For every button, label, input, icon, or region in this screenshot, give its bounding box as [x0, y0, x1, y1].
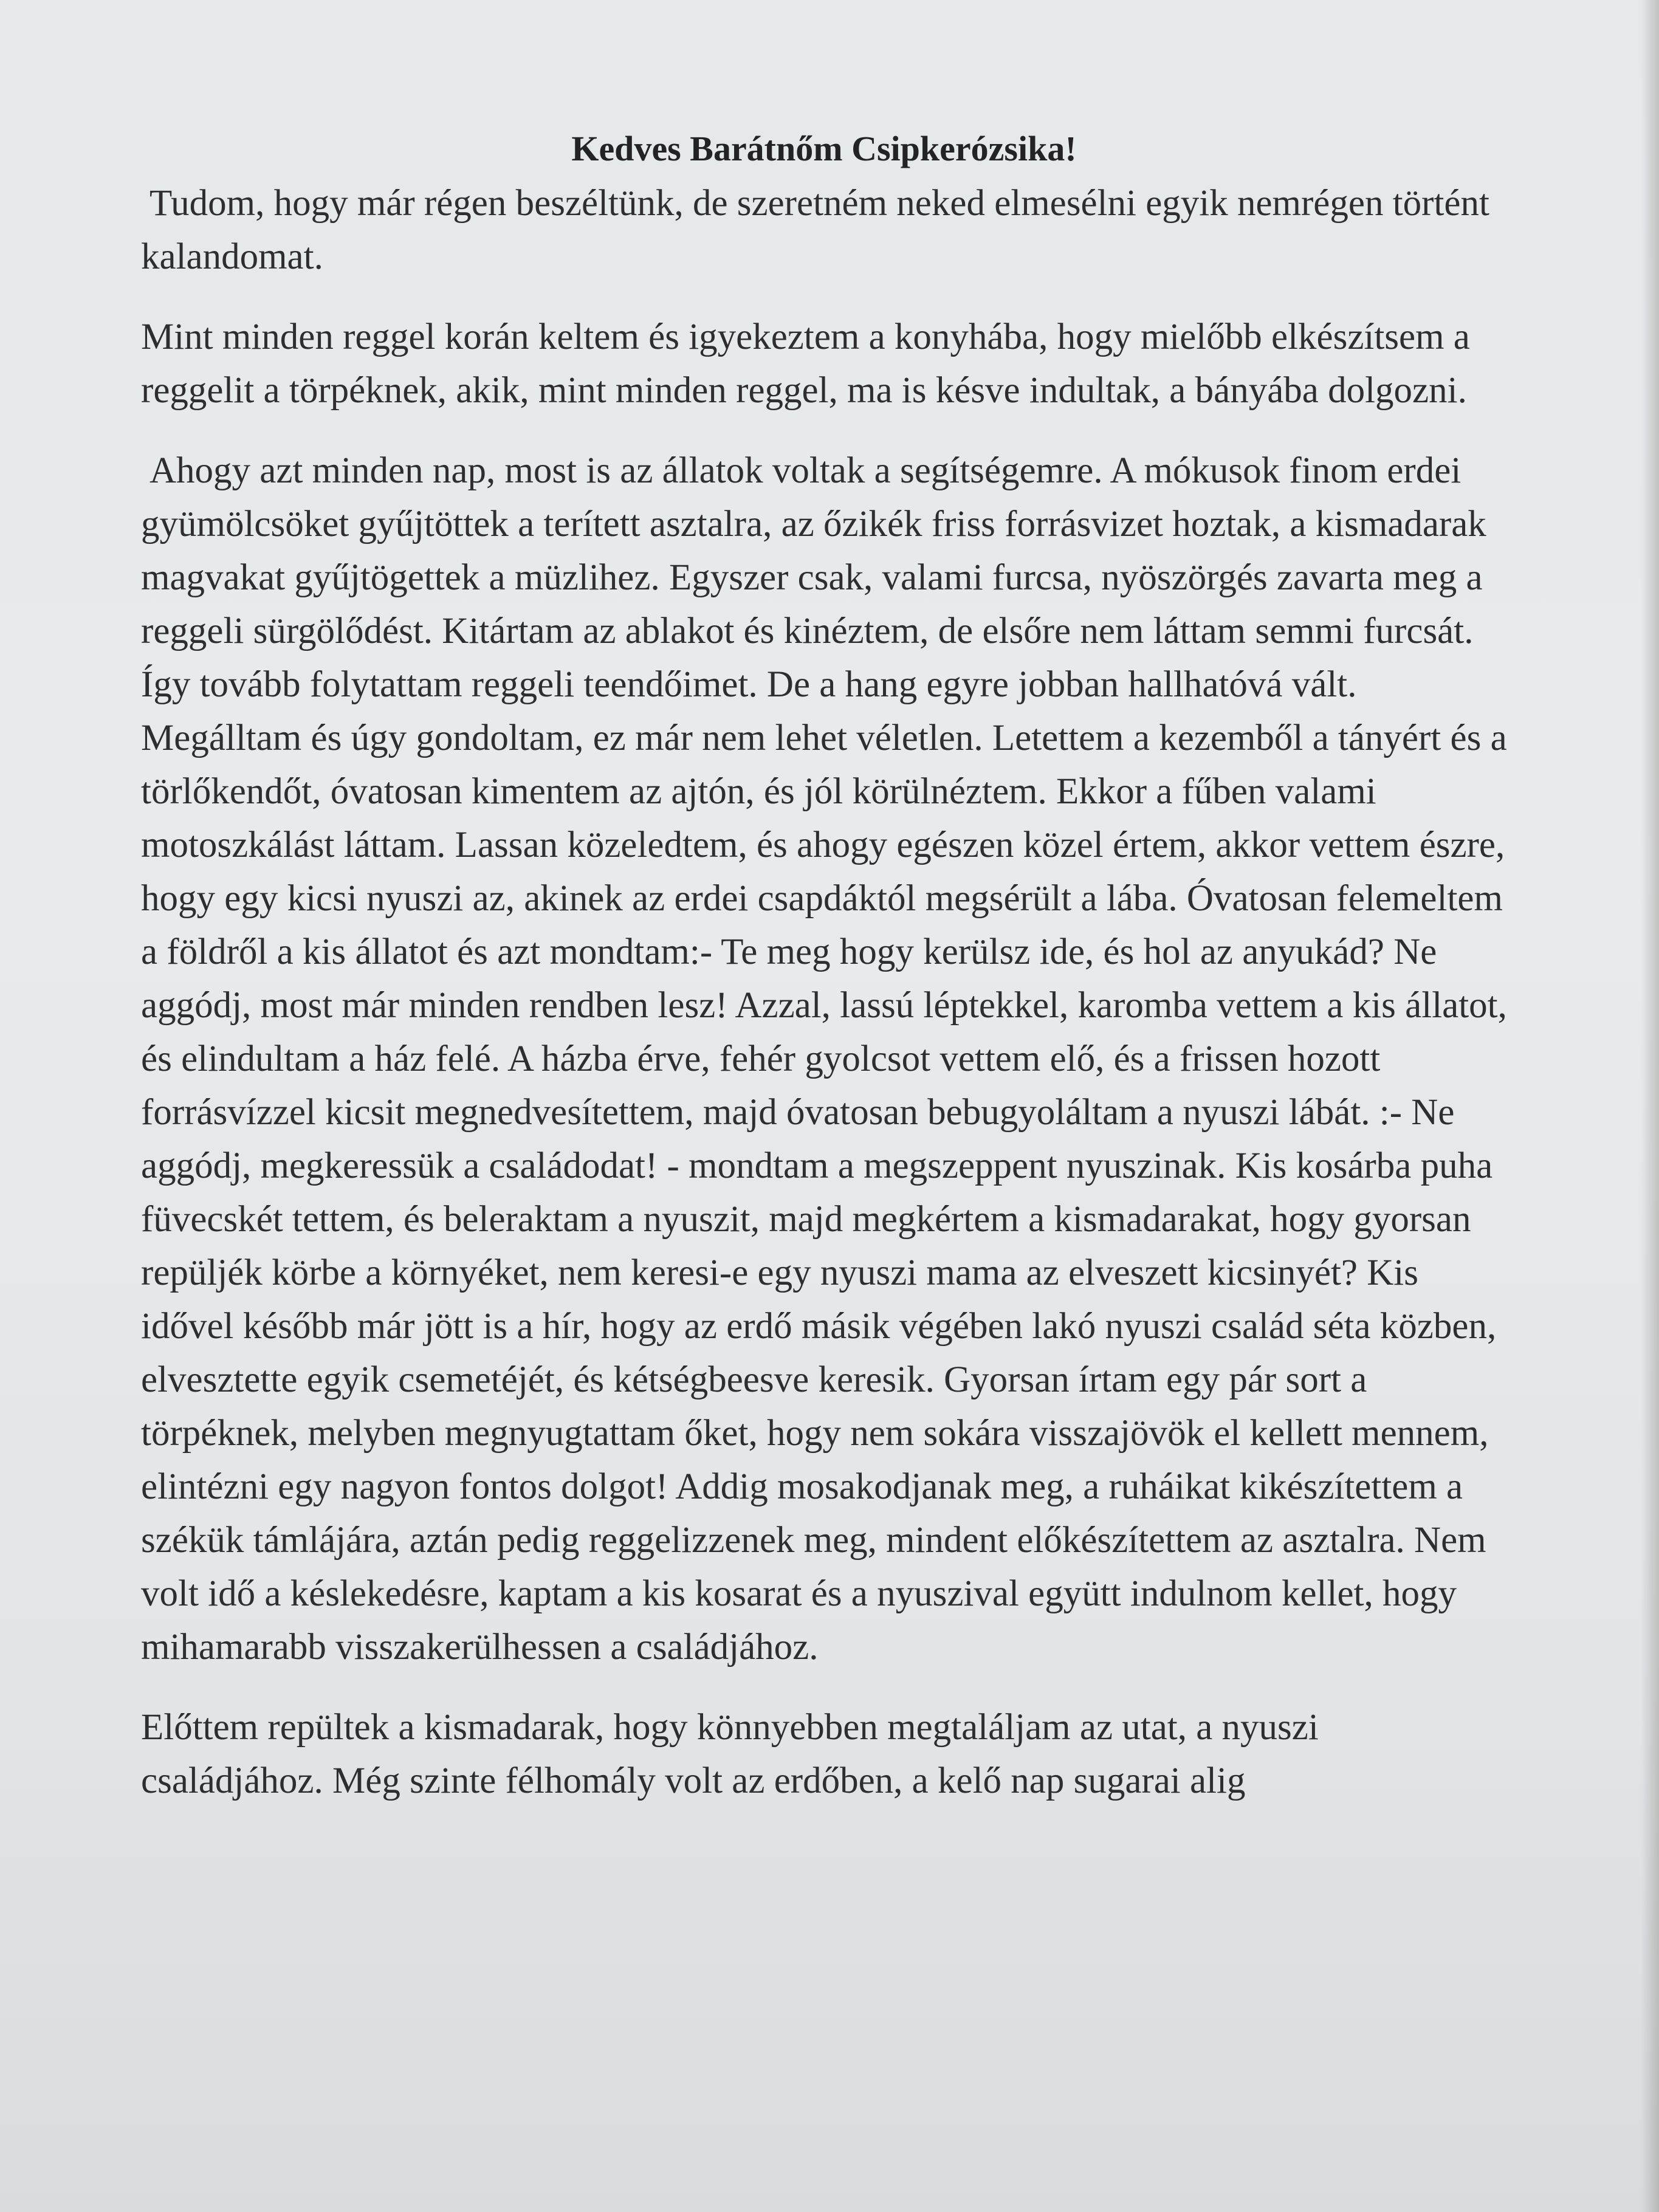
paragraph-forest	[141, 1701, 1507, 1808]
page-edge-shadow	[1641, 0, 1659, 2212]
paragraph-intro	[141, 177, 1507, 284]
paragraph-text: Mint minden reggel korán keltem és igyekeztem a konyhába, hogy mielőbb elkészítsem a reggelit a törpéknek, akik, mint minden reggel, ma is késve indultak, a bányába dolgozni.	[141, 317, 1470, 411]
paragraph-morning	[141, 311, 1507, 417]
paragraph-text: Előttem repültek a kismadarak, hogy könnyebben megtaláljam az utat, a nyuszi családjához. Még szinte félhomály volt az erdőben, a kelő nap sugarai alig	[141, 1707, 1319, 1801]
paragraph-text: Tudom, hogy már régen beszéltünk, de szeretném neked elmesélni egyik nemrégen történt kalandomat.	[141, 183, 1489, 277]
letter-title: Kedves Barátnőm Csipkerózsika!	[571, 129, 1077, 168]
paragraph-text: Ahogy azt minden nap, most is az állatok voltak a segítségemre. A mókusok finom erdei gyümölcsöket gyűjtöttek a terített asztalra, az őzikék friss forrásvizet hoztak, a kismadarak magvakat gyűjtögettek a müzlihez. Egyszer csak, valami furcsa, nyöszörgés zavarta meg a reggeli sürgölődést. Kitártam az ablakot és kinéztem, de elsőre nem láttam semmi furcsát. Így tovább folytattam reggeli teendőimet. De a hang egyre jobban hallhatóvá vált. Megálltam és úgy gondoltam, ez már nem lehet véletlen. Letettem a kezemből a tányért és a törlőkendőt, óvatosan kimentem az ajtón, és jól körülnéztem. Ekkor a fűben valami motoszkálást láttam. Lassan közeledtem, és ahogy egészen közel értem, akkor vettem észre, hogy egy kicsi nyuszi az, akinek az erdei csapdáktól megsérült a lába. Óvatosan felemeltem a földről a kis állatot és azt mondtam:- Te meg hogy kerülsz ide, és hol az anyukád? Ne aggódj, most már minden rendben lesz! Azzal, lassú léptekkel, karomba vettem a kis állatot, és elindultam a ház felé. A házba érve, fehér gyolcsot vettem elő, és a frissen hozott forrásvízzel kicsit megnedvesítettem, majd óvatosan bebugyoláltam a nyuszi lábát. :- Ne aggódj, megkeressük a családodat! - mondtam a megszeppent nyuszinak. Kis kosárba puha füvecskét tettem, és beleraktam a nyuszit, majd megkértem a kismadarakat, hogy gyorsan repüljék körbe a környéket, nem keresi-e egy nyuszi mama az elveszett kicsinyét? Kis idővel később már jött is a hír, hogy az erdő másik végében lakó nyuszi család séta közben, elvesztette egyik csemetéjét, és kétségbeesve keresik. Gyorsan írtam egy pár sort a törpéknek, melyben megnyugtattam őket, hogy nem sokára visszajövök el kellett mennem, elintézni egy nagyon fontos dolgot! Addig mosakodjanak meg, a ruháikat kikészítettem a székük támlájára, aztán pedig reggelizzenek meg, mindent előkészítettem az asztalra. Nem volt idő a késlekedésre, kaptam a kis kosarat és a nyuszival együtt indulnom kellet, hogy mihamarabb visszakerülhessen a családjához.	[141, 450, 1507, 1668]
paragraph-story	[141, 444, 1507, 1674]
